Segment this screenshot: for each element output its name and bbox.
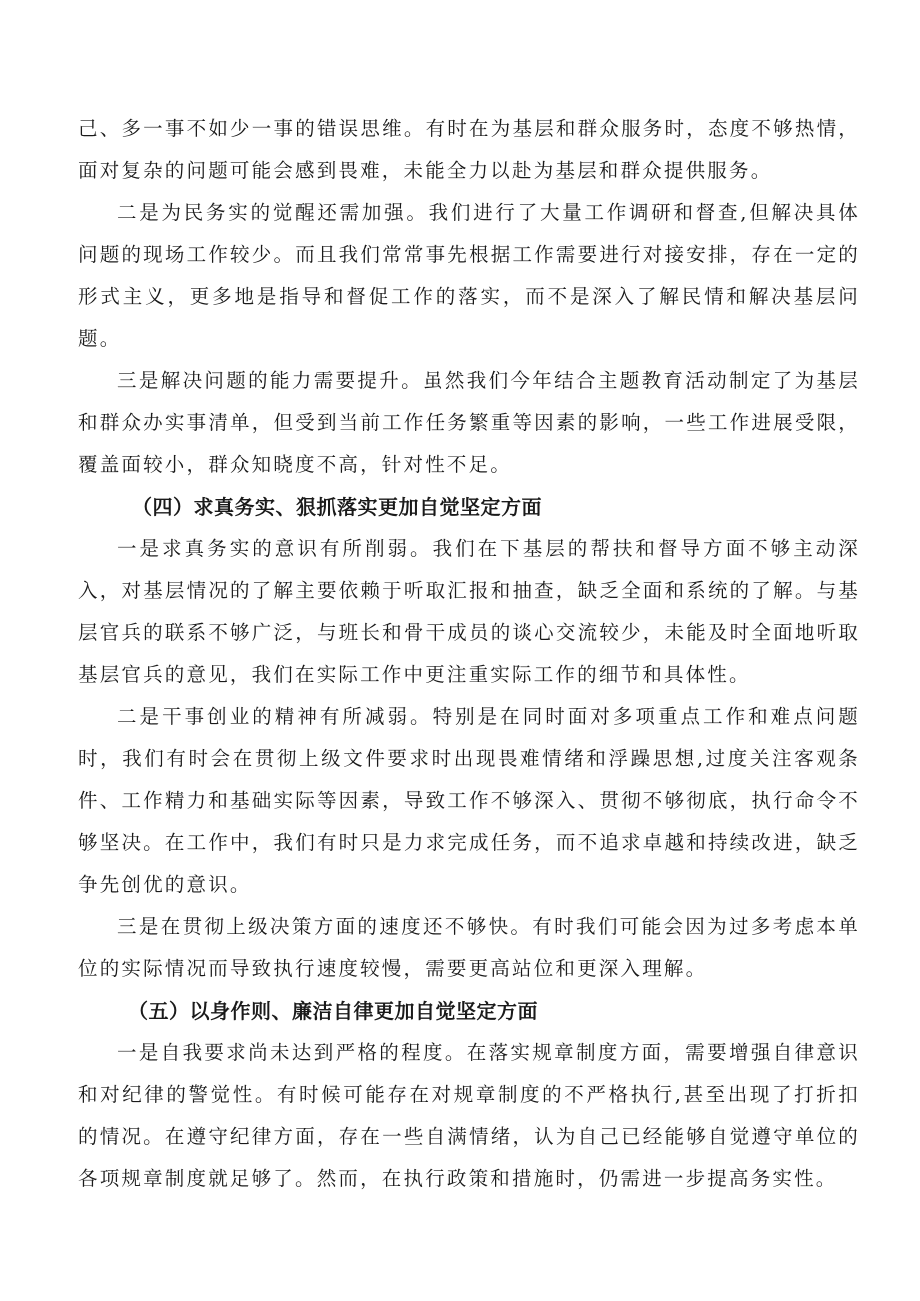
paragraph-continuation: 己、多一事不如少一事的错误思维。有时在为基层和群众服务时，态度不够热情，面对复杂的问题可能会感到畏难，未能全力以赴为基层和群众提供服务。 — [78, 117, 860, 182]
paragraph-implementation-speed: 三是在贯彻上级决策方面的速度还不够快。有时我们可能会因为过多考虑本单位的实际情况而导致执行速度较慢，需要更高站位和更深入理解。 — [78, 915, 860, 980]
section-heading-4: （四）求真务实、狠抓落实更加自觉坚定方面 — [132, 495, 542, 519]
paragraph-entrepreneurial-spirit: 二是干事创业的精神有所减弱。特别是在同时面对多项重点工作和难点问题时，我们有时会在贯彻上级文件要求时出现畏难情绪和浮躁思想,过度关注客观条件、工作精力和基础实际等因素，导致工作不够深入、贯彻不够彻底，执行命令不够坚决。在工作中，我们有时只是力求完成任务，而不追求卓越和持续改进，缺乏争先创优的意识。 — [78, 705, 860, 896]
paragraph-truth-seeking: 一是求真务实的意识有所削弱。我们在下基层的帮扶和督导方面不够主动深入，对基层情况的了解主要依赖于听取汇报和抽查，缺乏全面和系统的了解。与基层官兵的联系不够广泛，与班长和骨干成员的谈心交流较少，未能及时全面地听取基层官兵的意见，我们在实际工作中更注重实际工作的细节和具体性。 — [78, 537, 860, 686]
section-heading-5: （五）以身作则、廉洁自律更加自觉坚定方面 — [128, 999, 538, 1023]
paragraph-problem-solving: 三是解决问题的能力需要提升。虽然我们今年结合主题教育活动制定了为基层和群众办实事清单，但受到当前工作任务繁重等因素的影响，一些工作进展受限，覆盖面较小，群众知晓度不高，针对性不足。 — [78, 369, 860, 476]
paragraph-self-discipline: 一是自我要求尚未达到严格的程度。在落实规章制度方面，需要增强自律意识和对纪律的警觉性。有时候可能存在对规章制度的不严格执行,甚至出现了打折扣的情况。在遵守纪律方面，存在一些自满情绪，认为自己已经能够自觉遵守单位的各项规章制度就足够了。然而，在执行政策和措施时，仍需进一步提高务实性。 — [78, 1041, 860, 1190]
paragraph-people-oriented: 二是为民务实的觉醒还需加强。我们进行了大量工作调研和督查,但解决具体问题的现场工作较少。而且我们常常事先根据工作需要进行对接安排，存在一定的形式主义，更多地是指导和督促工作的落实，而不是深入了解民情和解决基层问题。 — [78, 201, 860, 350]
